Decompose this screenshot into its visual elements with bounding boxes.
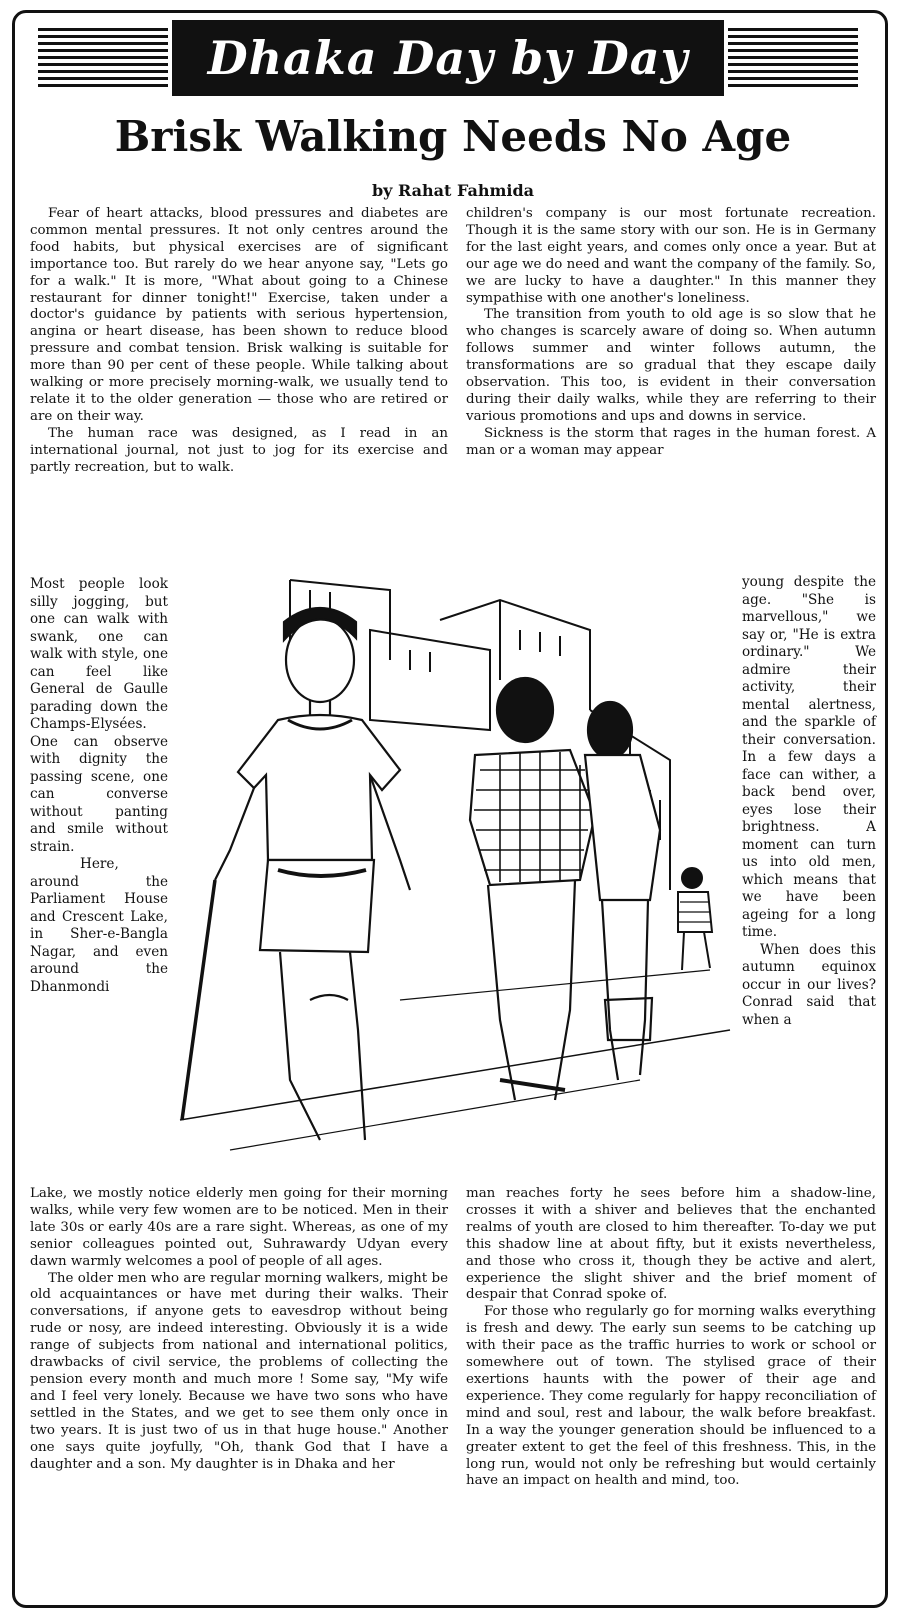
paragraph: When does this autumn equinox occur in our lives? Conrad said that when a	[742, 941, 876, 1028]
paragraph: The transition from youth to old age is so slow that he who changes is scarcely aware of doing so. When autumn follows summer and winter follows autumn, the transformations are so gradual that they escape daily observation. This too, is evident in their conversation during their daily walks, while they are referring to their various promotions and ups and downs in service.	[466, 307, 876, 424]
paragraph: Most people look silly jogging, but one can walk with swank, one can walk with style, one can feel like General de Gaulle parading down the Champs-Elysées. One can observe with dignity the passing scene, one can converse without panting and smile without strain.	[30, 576, 168, 855]
paragraph: The human race was designed, as I read in an international journal, not just to jog for its exercise and partly recreation, but to walk.	[30, 425, 448, 475]
column-1-bottom	[30, 1186, 448, 1473]
masthead-rule-left	[38, 28, 168, 88]
headline: Brisk Walking Needs No Age	[114, 112, 792, 161]
man-in-white	[585, 702, 660, 1080]
column-2-narrow	[742, 574, 876, 1029]
paragraph: For those who regularly go for morning walks everything is fresh and dewy. The early sun seems to be catching up with their pace as the traffic hurries to work or school or somewhere out of town. The stylised grace of their exertions haunts with the power of their age and experience. They come regularly for happy reconciliation of mind and soul, rest and labour, the walk before breakfast. In a way the younger generation should be influenced to a greater extent to get the feel of this freshness. This, in the long run, would not only be refreshing but would certainly have an impact on health and mind, too.	[466, 1304, 876, 1489]
column-1-narrow	[30, 576, 168, 996]
paragraph: children's company is our most fortunate recreation. Though it is the same story with our son. He is in Germany for the last eight years, and comes only once a year. But at our age we do need and want the company of the family. So, we are lucky to have a daughter." In this manner they sympathise with one another's loneliness.	[466, 206, 876, 306]
column-2-top	[466, 206, 876, 460]
paragraph: The older men who are regular morning walkers, might be old acquaintances or have met during their walks. Their conversations, if anyone gets to eavesdrop without being rude or nosy, are indeed interesting. Obviously it is a wide range of subjects from national and international politics, drawbacks of civil service, the problems of collecting the pension every month and much more ! Some say, "My wife and I feel very lonely. Because we have two sons who have settled in the States, and we get to see them only once in two years. It is just two of us in that huge house." Another one says quite joyfully, "Oh, thank God that I have a daughter and a son. My daughter is in Dhaka and her	[30, 1270, 448, 1472]
paragraph: young despite the age. "She is marvellous," we say or, "He is extra ordinary." We admire their activity, their mental alertness, and the sparkle of their conversation. In a few days a face can wither, a back bend over, eyes lose their brightness. A moment can turn us into old men, which means that we have been ageing for a long time.	[742, 574, 876, 940]
paragraph: Lake, we mostly notice elderly men going for their morning walks, while very few women are to be noticed. Men in their late 30s or early 40s are a rare sight. Whereas, as one of my senior colleagues pointed out, Suhrawardy Udyan every dawn warmly welcomes a pool of people of all ages.	[30, 1186, 448, 1269]
masthead-rule-right	[728, 28, 858, 88]
paragraph: Here, around the Parliament House and Crescent Lake, in Sher-e-Bangla Nagar, and even around the Dhanmondi	[30, 856, 168, 995]
masthead-title: Dhaka Day by Day	[172, 20, 724, 96]
child-figure	[678, 868, 712, 970]
masthead	[38, 18, 858, 98]
paragraph: Sickness is the storm that rages in the human forest. A man or a woman may appear	[466, 425, 876, 458]
paragraph: Fear of heart attacks, blood pressures and diabetes are common mental pressures. It not only centres around the food habits, but physical exercises are of significant importance too. But rarely do we hear anyone say, "Lets go for a walk." It is more, "What about going to a Chinese restaurant for dinner tonight!" Exercise, taken under a doctor's guidance by patients with serious hypertension, angina or heart disease, has been shown to reduce blood pressure and combat tension. Brisk walking is suitable for more than 90 per cent of these people. While talking about walking or more precisely morning-walk, we usually tend to relate it to the older generation — those who are retired or are on their way.	[30, 206, 448, 424]
column-1-top	[30, 206, 448, 477]
paragraph: man reaches forty he sees before him a shadow-line, crosses it with a shiver and believes that the enchanted realms of youth are closed to him thereafter. To-day we put this shadow line at about fifty, but it exists nevertheless, and those who cross it, though they be active and alert, experience the slight shiver and the brief moment of despair that Conrad spoke of.	[466, 1186, 876, 1303]
walkers-illustration	[170, 560, 740, 1180]
man-in-checked-shirt	[470, 678, 595, 1100]
byline: by Rahat Fahmida	[371, 181, 535, 200]
column-2-bottom	[466, 1186, 876, 1490]
man-with-cane	[182, 608, 410, 1140]
